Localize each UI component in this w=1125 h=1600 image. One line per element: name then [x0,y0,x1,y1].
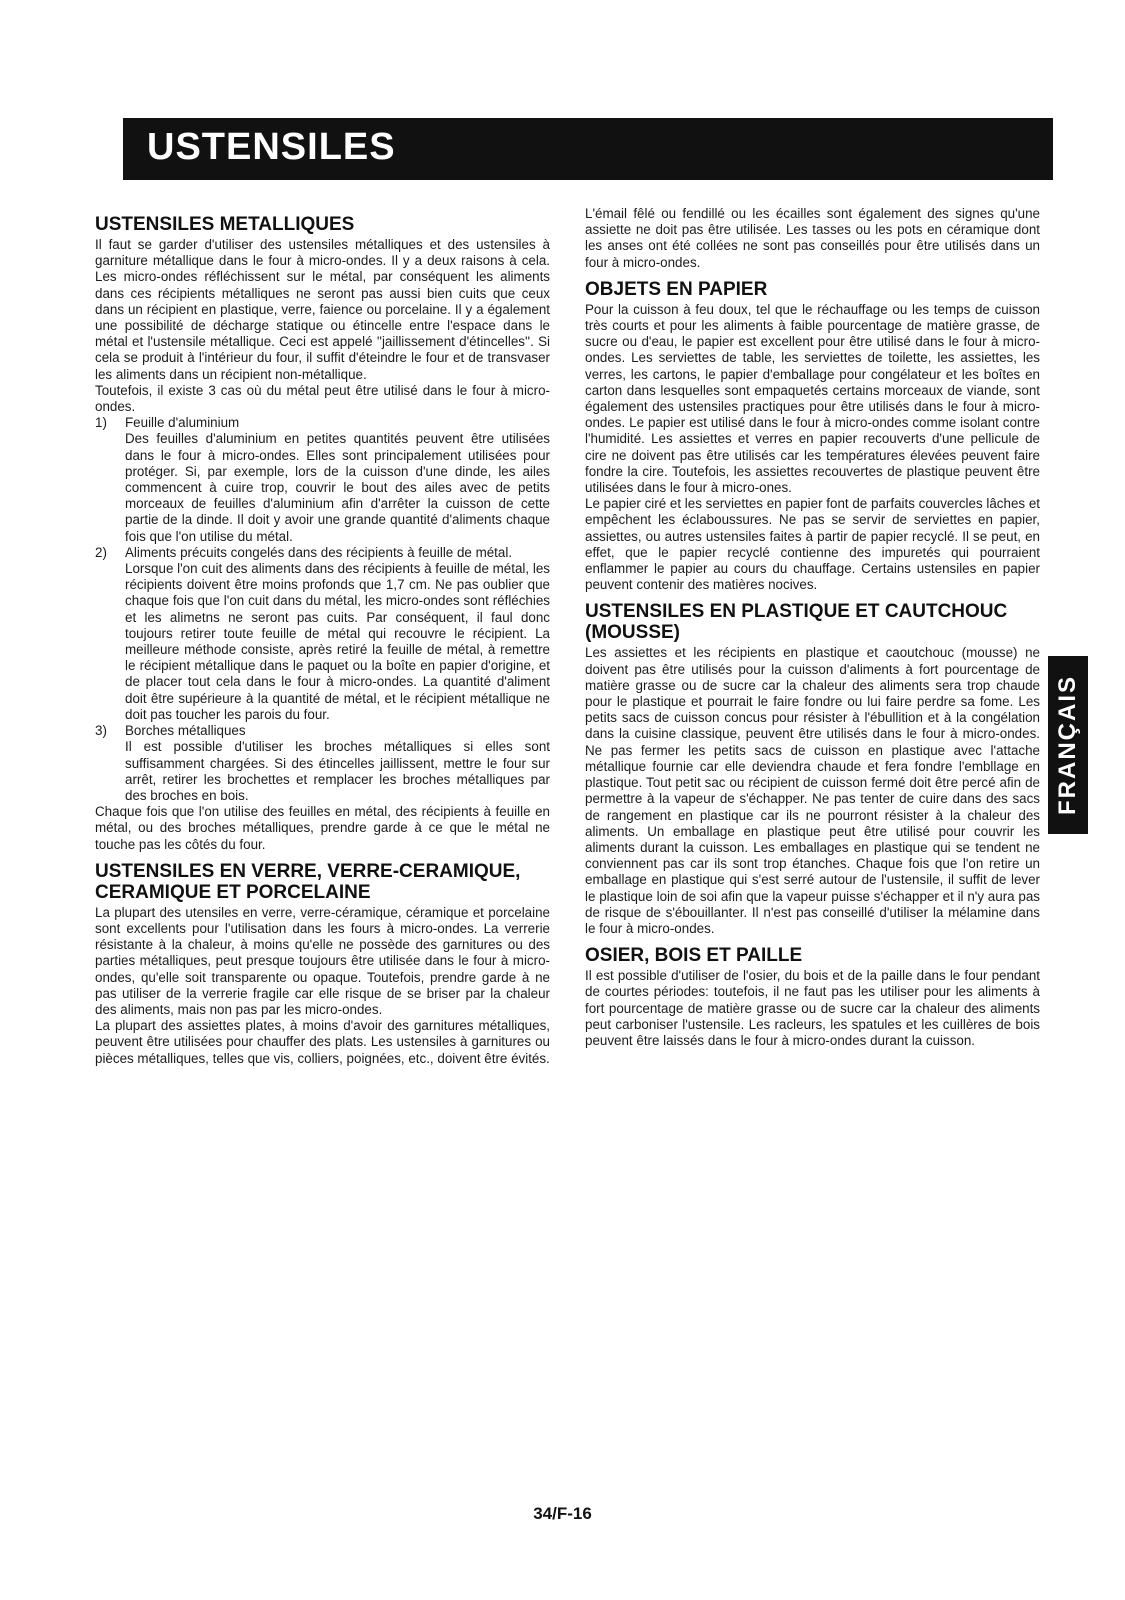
language-tab [1048,656,1088,834]
section-heading: USTENSILES EN PLASTIQUE ET CAUTCHOUC (MOUSSE) [585,601,1008,644]
left-column [95,206,550,1067]
paragraph: La plupart des utensiles en verre, verre-céramique, céramique et porcelaine sont excellents pour l'utilisation dans les fours à micro-ondes. La verrerie résistante à la chaleur, à moins qu'elle ne possède des garnitures ou des parties métalliques, peut presque toujours être utilisée dans le four à micro-ondes, qu'elle soit transparente ou opaque. Toutefois, prendre garde à ne pas utiliser de la verrerie fragile car elle risque de se briser par la chaleur des aliments, mais non pas par les micro-ondes. [95,904,550,1017]
list-item [95,723,550,804]
list-body [125,545,550,723]
list-item [95,545,550,723]
list-body [125,415,550,545]
paragraph: Il faut se garder d'utiliser des ustensiles métalliques et des ustensiles à garniture métallique dans le four à micro-ondes. Il y a deux raisons à cela. Les micro-ondes réfléchissent sur le métal, par conséquent les aliments dans ces récipients métalliques ne seront pas aussi bien cuits que ceux dans un récipient en plastique, verre, faience ou porcelaine. Il y a également une possibilité de décharge statique ou étincelle entre l'espace dans le métal et l'ustensile métallique. Ceci est appelé ''jaillissement d'étincelles''. Si cela se produit à l'intérieur du four, il suffit d'éteindre le four et de transvaser les aliments dans un récipient non-métallique. [95,237,550,382]
section-heading: OSIER, BOIS ET PAILLE [585,945,803,967]
paragraph: Le papier ciré et les serviettes en papier font de parfaits couvercles lâches et empêchent les éclaboussures. Ne pas se servir de serviettes en papier, assiettes, ou autres ustensiles faites à partir de papier recyclé. Il se peut, en effet, que le papier recyclé contienne des impuretés qui pourraient enflammer le papier au cours du chauffage. Certains ustensiles en papier peuvent contenir des matières nocives. [585,496,1040,593]
paragraph: Les assiettes et les récipients en plastique et caoutchouc (mousse) ne doivent pas être utilisés pour la cuisson d'aliments à fort pourcentage de matière grasse ou de sucre car la chaleur des aliments sera trop chaude pour le plastique et pourrait le faire fondre ou lui faire perdre sa fome. Les petits sacs de cuisson concus pour résister à l'ébullition et à la congélation dans la cuisine classique, peuvent être utilisés dans le four à micro-ondes. Ne pas fermer les petits sacs de cuisson en plastique avec l'attache métallique fournie car elle deviendra chaude et fera fondre l'embllage en plastique. Tout petit sac ou récipient de cuisson fermé doit être percé afin de permettre à la vapeur de s'échapper. Ne pas tenter de cuire dans des sacs de rangement en plastique car ils ne pourront résister à la chaleur des aliments. Un emballage en plastique peut être utilisé pour couvrir les aliments durant la cuisson. Les emballages en plastique qui se tendent ne conviennent pas car ils sont trop étanches. Chaque fois que l'on retire un emballage en plastique qui s'est serré autour de l'ustensile, il suffit de lever le plastique loin de soi afin que la vapeur puisse s'échapper et il n'y aura pas de risque de s'ébouillanter. Il n'est pas conseillé d'utiliser la mélamine dans le four à micro-ondes. [585,645,1040,936]
section-heading: USTENSILES EN VERRE, VERRE-CERAMIQUE, CERAMIQUE ET PORCELAINE [95,860,521,903]
page-title: USTENSILES [147,126,396,168]
list-item [95,415,550,545]
list-text: Lorsque l'on cuit des aliments dans des récipients à feuille de métal, les récipients doivent être moins profonds que 1,7 cm. Ne pas oublier que chaque fois que l'on cuit dans du métal, les micro-ondes sont réfléchies et les alimetns ne seront pas cuits. Par conséquent, il faul donc toujours retirer toute feuille de métal qui recouvre le récipient. La meilleure méthode consiste, après retiré la feuille de métal, à remettre le récipient métallique dans le paquet ou la boîte en papier d'origine, et de placer tout cela dans le four à micro-ondes. La quantité d'aliment doit être supérieure à la quantité de métal, et le récipient métallique ne doit pas toucher les parois du four. [125,561,550,722]
list-number: 3) [95,723,107,739]
title-bar [123,118,1053,180]
list-text: Il est possible d'utiliser les broches métalliques si elles sont suffisamment chargées. Si des étincelles jaillissent, mettre le four sur arrêt, retirer les brochettes et remplacer les broches métalliques par des broches en bois. [125,739,550,803]
list-body [125,723,550,804]
paragraph: La plupart des assiettes plates, à moins d'avoir des garnitures métalliques, peuvent être utilisées pour chauffer des plats. Les ustensiles à garnitures ou pièces métalliques, telles que vis, colliers, poignées, etc., doivent être évités. [95,1018,550,1066]
list-text: Des feuilles d'aluminium en petites quantités peuvent être utilisées dans le four à micro-ondes. Elles sont principalement utilisées pour protéger. Si, par exemple, lors de la cuisson d'une dinde, les ailes commencent à cuire trop, couvrir le bout des ailes avec de petits morceaux de feuilles d'aluminium afin d'arrêter la cuisson de cette partie de la dinde. Il doit y avoir une grande quantité d'aliments chaque fois que l'on utilise du métal. [125,431,550,544]
right-column [585,206,1040,1049]
section-paper [585,279,1040,594]
language-tab-label: FRANÇAIS [1054,675,1081,815]
paragraph: Il est possible d'utiliser de l'osier, du bois et de la paille dans le four pendant de courtes périodes: toutefois, il ne faut pas les utiliser pour les aliments à fort pourcentage de matière grasse ou de sucre car la chaleur des aliments peut carboniser l'ustensile. Les racleurs, les spatules et les cuillères de bois peuvent être laissés dans le four à micro-ondes durant la cuisson. [585,968,1040,1048]
section-heading: USTENSILES METALLIQUES [95,214,355,235]
list-number: 2) [95,544,107,560]
paragraph: L'émail fêlé ou fendillé ou les écailles sont également des signes qu'une assiette ne doit pas être utilisée. Les tasses ou les pots en céramique dont les anses ont été collées ne sont pas conseillés pour être utilisés dans un four à micro-ondes. [585,206,1040,270]
section-heading: OBJETS EN PAPIER [585,278,768,300]
paragraph: Chaque fois que l'on utilise des feuilles en métal, des récipients à feuille en métal, ou des broches métalliques, prendre garde à ce que le métal ne touche pas les côtés du four. [95,804,550,852]
list-number: 1) [95,415,107,431]
section-plastic [585,601,1040,937]
paragraph: Toutefois, il existe 3 cas où du métal peut être utilisé dans le four à micro-ondes. [95,382,550,415]
list-title: Feuille d'aluminium [125,415,240,431]
paragraph: Pour la cuisson à feu doux, tel que le réchauffage ou les temps de cuisson très courts et pour les aliments à faible pourcentage de matière grasse, de sucre ou d'eau, le papier est excellent pour être utilisé dans le four à micro-ondes. Les serviettes de table, les serviettes de toilette, les assiettes, les verres, les cartons, le papier d'emballage pour congélateur et les boîtes en carton dans lesquelles sont empaquetés certains morceaux de viande, sont également des ustensiles practiques pour être utilisés dans le four à micro-ondes. Le papier est utilisé dans le four à micro-ondes comme isolant contre l'humidité. Les assiettes et verres en papier recouverts d'une pellicule de cire ne doivent pas être utilisés car les températures élevées peuvent faire fondre la cire. Toutefois, les assiettes recouvertes de plastique peuvent être utilisées dans le four à micro-ones. [585,301,1040,496]
section-metal [95,214,550,853]
list-title: Borches métalliques [125,723,246,739]
list-title: Aliments précuits congelés dans des récipients à feuille de métal. [125,544,513,560]
page-number: 34/F-16 [533,1504,592,1523]
section-glass [95,861,550,1067]
section-wicker [585,945,1040,1049]
